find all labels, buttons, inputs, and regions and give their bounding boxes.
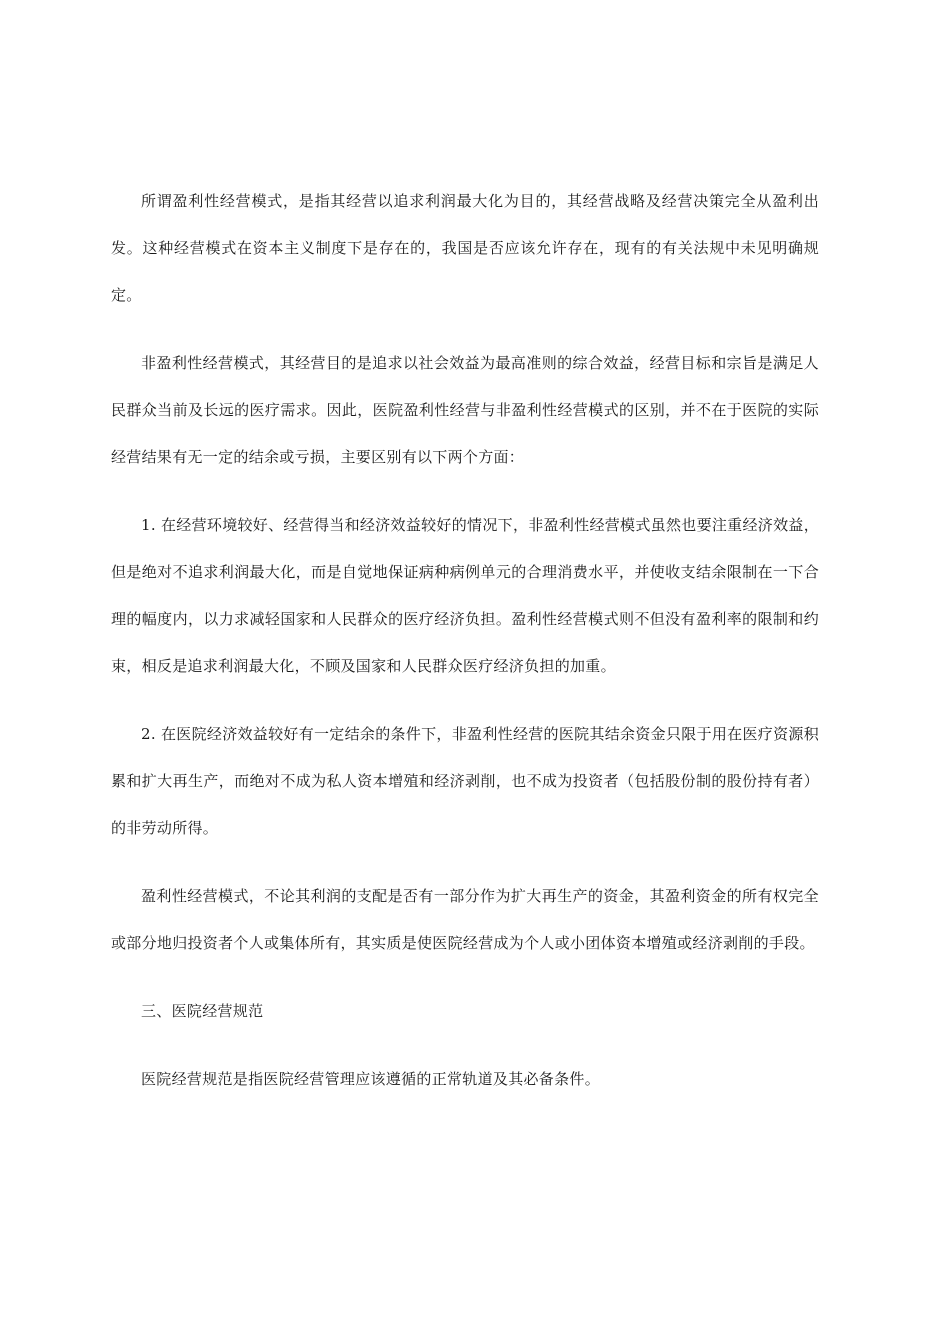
paragraph-norms-definition: 医院经营规范是指医院经营管理应该遵循的正常轨道及其必备条件。 — [141, 1070, 601, 1088]
paragraph-profit-model: 所谓盈利性经营模式，是指其经营以追求利润最大化为目的，其经营战略及经营决策完全从盈利出发。这种经营模式在资本主义制度下是存在的，我国是否应该允许存在，现有的有关法规中未见明确规定。 — [111, 192, 819, 304]
paragraph-nonprofit-model: 非盈利性经营模式，其经营目的是追求以社会效益为最高准则的综合效益，经营目标和宗旨是满足人民群众当前及长远的医疗需求。因此，医院盈利性经营与非盈利性经营模式的区别，并不在于医院的实际经营结果有无一定的结余或亏损，主要区别有以下两个方面： — [111, 354, 819, 466]
paragraph-profit-essence: 盈利性经营模式，不论其利润的支配是否有一部分作为扩大再生产的资金，其盈利资金的所有权完全或部分地归投资者个人或集体所有，其实质是使医院经营成为个人或小团体资本增殖或经济剥削的手段。 — [111, 887, 819, 952]
document-body — [111, 178, 819, 1124]
paragraph-point-2: 2. 在医院经济效益较好有一定结余的条件下，非盈利性经营的医院其结余资金只限于用在医疗资源积累和扩大再生产，而绝对不成为私人资本增殖和经济剥削，也不成为投资者（包括股份制的股份持有者）的非劳动所得。 — [111, 725, 819, 837]
section-heading: 三、医院经营规范 — [141, 1002, 264, 1020]
paragraph-point-1: 1. 在经营环境较好、经营得当和经济效益较好的情况下，非盈利性经营模式虽然也要注重经济效益，但是绝对不追求利润最大化，而是自觉地保证病种病例单元的合理消费水平，并使收支结余限制在一下合理的幅度内，以力求减轻国家和人民群众的医疗经济负担。盈利性经营模式则不但没有盈利率的限制和约束，相反是追求利润最大化，不顾及国家和人民群众医疗经济负担的加重。 — [111, 516, 819, 675]
